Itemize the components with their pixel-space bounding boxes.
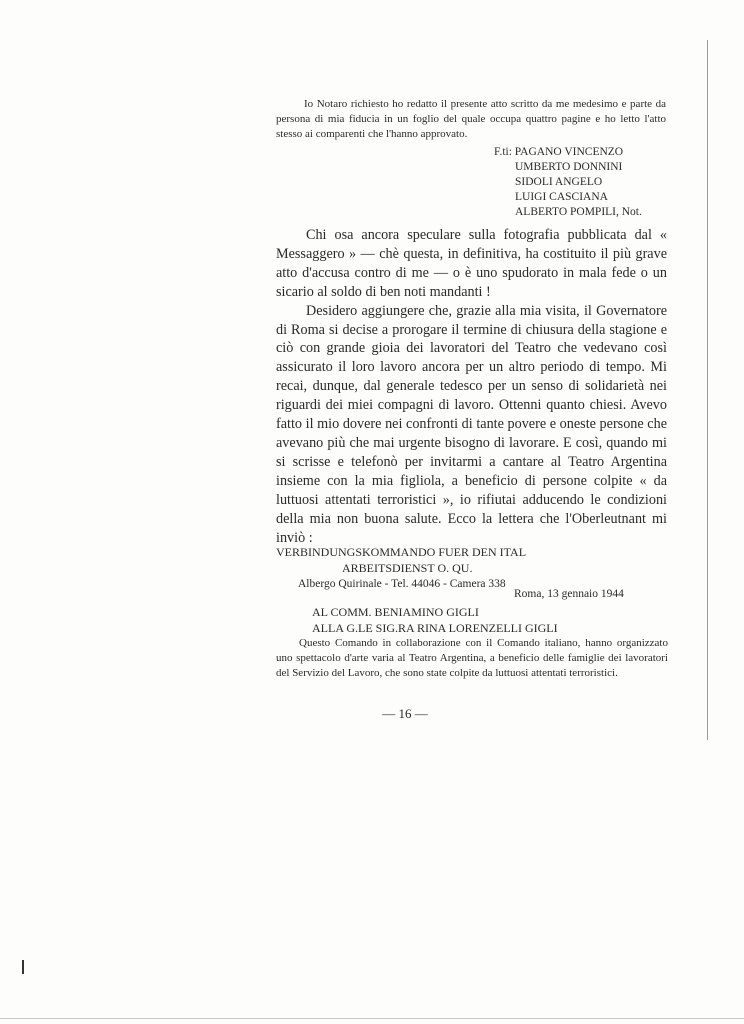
signatures-block [494, 145, 642, 220]
page-number: — 16 — [382, 706, 428, 721]
letter-header-address: Albergo Quirinale - Tel. 44046 - Camera 338 [298, 578, 506, 590]
recipient-line: AL COMM. BENIAMINO GIGLI [312, 605, 479, 619]
page-edge-line [707, 40, 708, 740]
signature-line: ALBERTO POMPILI, Not. [515, 206, 642, 218]
signature-line: UMBERTO DONNINI [515, 161, 623, 173]
notary-paragraph: Io Notaro richiesto ho redatto il presente atto scritto da me medesimo e parte da persona di mia fiducia in un foglio del quale occupa quattro pagine e ho letto l'atto stesso ai comparenti che l'hanno approvato. [276, 98, 666, 140]
signature-line: F.ti: PAGANO VINCENZO [494, 146, 624, 158]
letter-date: Roma, 13 gennaio 1944 [514, 588, 624, 600]
signature-line: SIDOLI ANGELO [515, 176, 603, 188]
signature-line: LUIGI CASCIANA [515, 191, 608, 203]
letter-header-line: VERBINDUNGSKOMMANDO FUER DEN ITAL [276, 545, 527, 559]
main-text [276, 226, 667, 547]
letter-recipients [312, 604, 558, 636]
page-bottom-line [0, 1018, 744, 1019]
scan-mark [22, 960, 24, 974]
letter-body: Questo Comando in collaborazione con il Comando italiano, hanno organizzato uno spettacolo d'arte varia al Teatro Argentina, a beneficio delle famiglie dei lavoratori del Servizio del Lavoro, che sono state colpite da luttuosi attentati terroristici. [276, 637, 668, 679]
body-paragraph: Desidero aggiungere che, grazie alla mia visita, il Governatore di Roma si decise a prorogare il termine di chiusura della stagione e ciò con grande gioia dei lavoratori del Teatro che vedevano così assicurato il loro lavoro ancora per un altro periodo di tempo. Mi recai, dunque, dal generale tedesco per un senso di solidarietà nei riguardi dei miei compagni di lavoro. Ottenni quanto chiesi. Avevo fatto il mio dovere nei confronti di tante povere e oneste persone che avevano più che mai urgente bisogno di lavorare. E così, quando mi si scrisse e telefonò per invitarmi a cantare al Teatro Argentina insieme con la mia figliola, a beneficio di persone colpite « da luttuosi attentati terroristici », io rifiutai adducendo le condizioni della mia non buona salute. Ecco la lettera che l'Oberleutnant mi inviò : [276, 302, 667, 546]
letter-header-line: ARBEITSDIENST O. QU. [342, 561, 473, 575]
recipient-line: ALLA G.LE SIG.RA RINA LORENZELLI GIGLI [312, 621, 558, 635]
letter-header [276, 544, 526, 592]
body-paragraph: Chi osa ancora speculare sulla fotografia pubblicata dal « Messaggero » — chè questa, in definitiva, ha costituito il più grave atto d'accusa contro di me — o è uno spudorato in mala fede o un sicario al soldo di ben noti mandanti ! [276, 227, 667, 300]
